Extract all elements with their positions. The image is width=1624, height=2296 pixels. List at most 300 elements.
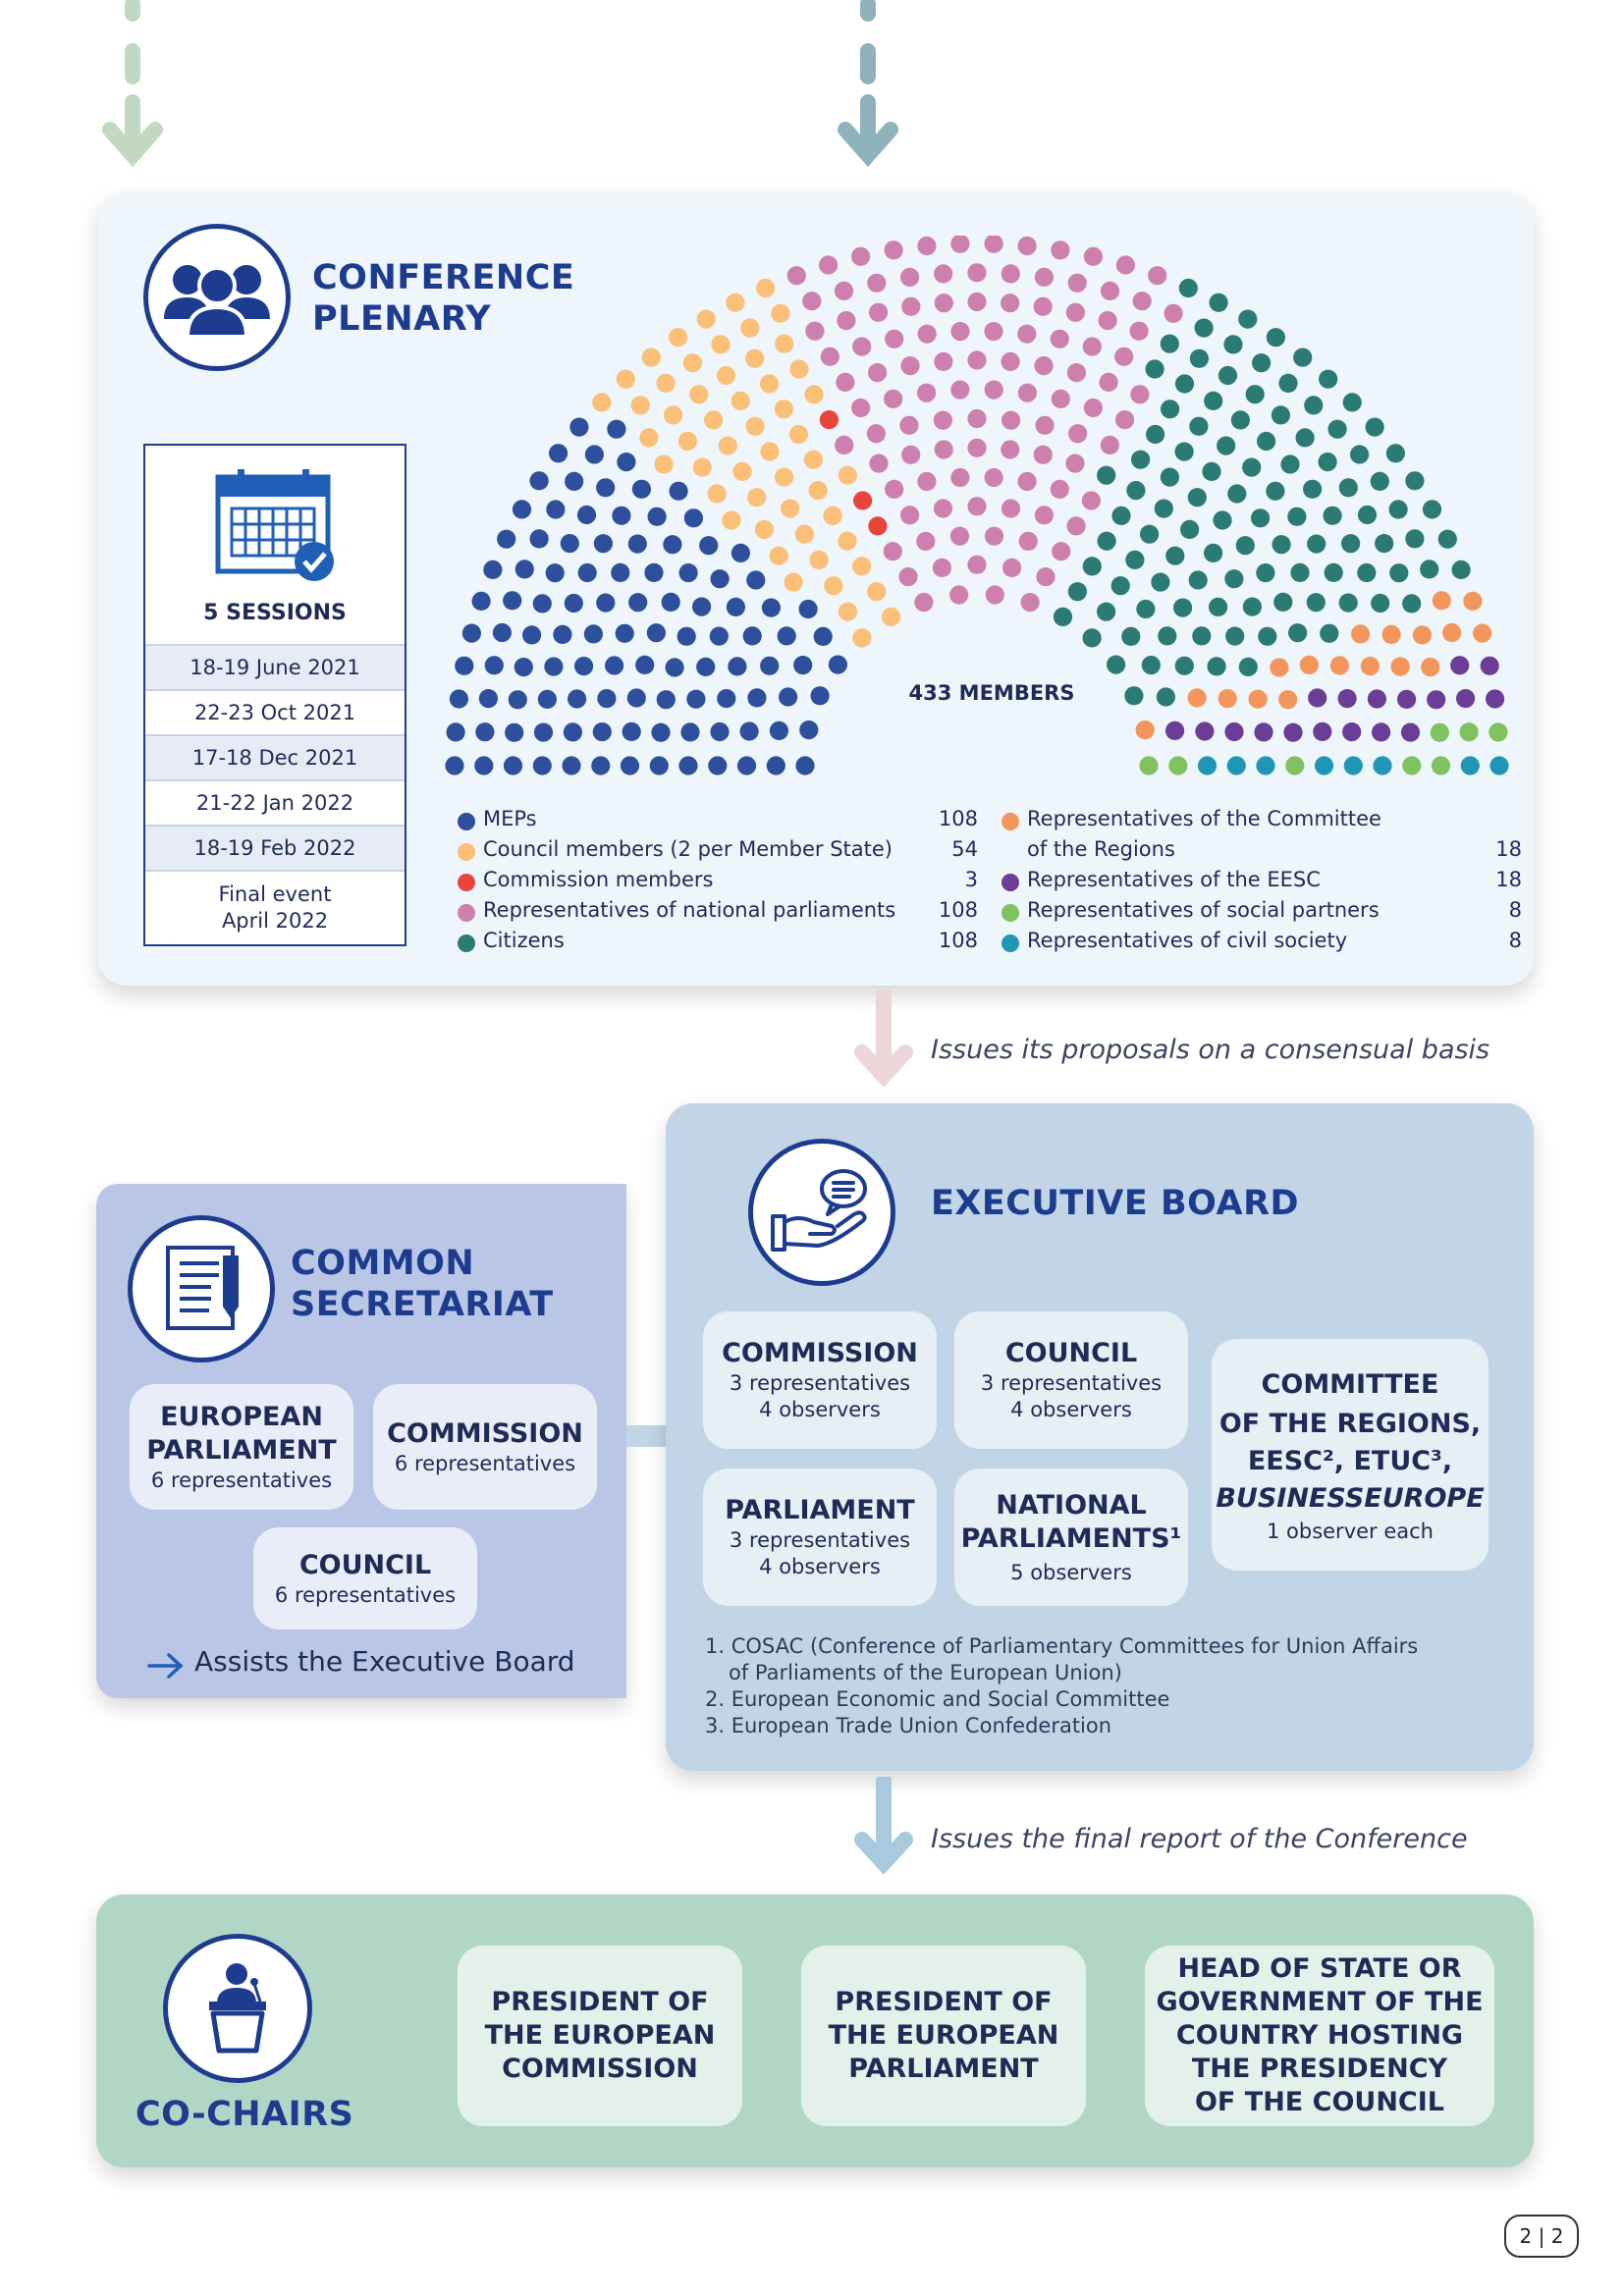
seat-council-members-2-per-member-state	[719, 437, 737, 455]
seat-citizens	[1324, 507, 1342, 525]
seat-council-members-2-per-member-state	[631, 396, 650, 414]
seat-citizens	[1272, 535, 1291, 554]
seat-citizens	[1256, 563, 1274, 582]
seat-citizens	[1319, 370, 1337, 389]
seat-meps	[778, 626, 796, 645]
seat-representatives-of-national-parliaments	[967, 350, 986, 369]
seat-meps	[497, 530, 515, 549]
seat-citizens	[1307, 593, 1326, 612]
seat-representatives-of-social-partners	[1168, 756, 1187, 774]
seat-citizens	[1257, 432, 1275, 451]
seat-citizens	[1386, 444, 1405, 462]
seat-representatives-of-national-parliaments	[1067, 516, 1086, 535]
legend-label: of the Regions	[1027, 837, 1175, 861]
seat-representatives-of-national-parliaments	[1114, 347, 1133, 366]
seat-representatives-of-the-eesc	[1456, 689, 1475, 708]
seat-representatives-of-national-parliaments	[1164, 304, 1183, 323]
card-title: EESC², ETUC³,	[1247, 1445, 1453, 1476]
seat-council-members-2-per-member-state	[760, 443, 779, 461]
seat-meps	[503, 591, 521, 610]
seat-council-members-2-per-member-state	[771, 304, 789, 323]
seat-meps	[699, 536, 718, 555]
seat-representatives-of-national-parliaments	[852, 338, 871, 356]
seat-citizens	[1357, 563, 1376, 582]
legend-label: Representatives of the Committee	[1027, 807, 1381, 830]
seat-citizens	[1343, 393, 1362, 411]
seat-council-members-2-per-member-state	[838, 532, 856, 551]
seat-representatives-of-the-committee-of-the-regions	[1270, 658, 1288, 676]
seat-representatives-of-the-committee-of-the-regions	[1278, 690, 1297, 709]
card-title: THE EUROPEAN	[484, 2020, 716, 2051]
board-card-council	[954, 1311, 1188, 1449]
seat-representatives-of-national-parliaments	[1051, 480, 1069, 499]
seat-citizens	[1125, 551, 1144, 569]
seat-representatives-of-national-parliaments	[802, 292, 821, 310]
seat-representatives-of-the-committee-of-the-regions	[1351, 624, 1370, 643]
seat-representatives-of-national-parliaments	[967, 293, 986, 311]
seat-citizens	[1161, 335, 1179, 353]
seat-representatives-of-national-parliaments	[1002, 559, 1021, 577]
seat-meps	[731, 544, 750, 562]
seat-meps	[666, 658, 684, 676]
seat-meps	[522, 625, 541, 644]
seat-meps	[562, 756, 580, 774]
seat-citizens	[1375, 534, 1393, 553]
seat-meps	[596, 594, 615, 613]
legend-value: 54	[951, 837, 978, 861]
seat-representatives-of-national-parliaments	[1021, 593, 1040, 612]
seat-citizens	[1339, 594, 1358, 613]
seat-meps	[553, 625, 571, 644]
seat-representatives-of-national-parliaments	[884, 390, 902, 408]
seat-representatives-of-the-eesc	[1368, 689, 1386, 708]
seat-meps	[662, 593, 680, 612]
seat-representatives-of-national-parliaments	[1034, 297, 1053, 316]
seat-representatives-of-national-parliaments	[885, 240, 903, 259]
seat-representatives-of-national-parliaments	[901, 446, 920, 464]
seat-representatives-of-the-committee-of-the-regions	[1249, 690, 1268, 709]
seat-representatives-of-national-parliaments	[1052, 542, 1070, 561]
seat-council-members-2-per-member-state	[617, 370, 635, 389]
seat-meps	[710, 627, 729, 646]
seat-council-members-2-per-member-state	[708, 484, 727, 503]
seat-citizens	[1325, 563, 1343, 582]
session-date: 21-22 Jan 2022	[145, 779, 405, 825]
legend-dot	[458, 934, 475, 952]
secretariat-card-commission	[373, 1384, 597, 1510]
seat-meps	[591, 756, 610, 774]
seat-meps	[483, 561, 502, 579]
seat-citizens	[1161, 400, 1179, 418]
seat-citizens	[1179, 279, 1198, 297]
seat-representatives-of-the-committee-of-the-regions	[1442, 623, 1461, 642]
seat-council-members-2-per-member-state	[810, 551, 829, 569]
top-arrows	[0, 0, 1624, 177]
seat-representatives-of-national-parliaments	[934, 352, 952, 371]
card-subtitle: 4 observers	[759, 1555, 881, 1578]
seat-representatives-of-the-eesc	[1313, 722, 1331, 741]
seat-council-members-2-per-member-state	[852, 628, 871, 647]
secretariat-card-council	[253, 1527, 477, 1629]
arrow-right-icon	[145, 1651, 187, 1681]
seat-representatives-of-national-parliaments	[900, 268, 919, 287]
card-title: OF THE REGIONS,	[1218, 1408, 1482, 1439]
seat-representatives-of-national-parliaments	[1065, 454, 1084, 473]
seat-representatives-of-national-parliaments	[899, 416, 918, 435]
seat-citizens	[1243, 598, 1262, 616]
seat-representatives-of-the-committee-of-the-regions	[1473, 624, 1491, 643]
card-title: THE PRESIDENCY	[1191, 2054, 1448, 2084]
seat-meps	[657, 690, 676, 709]
seat-representatives-of-social-partners	[1285, 756, 1304, 774]
final-event-line2: April 2022	[221, 909, 329, 933]
card-subtitle: 3 representatives	[980, 1371, 1163, 1395]
seat-meps	[546, 563, 565, 582]
seat-representatives-of-the-committee-of-the-regions	[1421, 658, 1439, 676]
seat-representatives-of-national-parliaments	[986, 585, 1004, 604]
seat-citizens	[1142, 656, 1161, 674]
legend-label: Representatives of the EESC	[1027, 868, 1321, 891]
seat-citizens	[1083, 557, 1102, 575]
seat-citizens	[1405, 529, 1424, 548]
seat-council-members-2-per-member-state	[809, 481, 828, 500]
seat-representatives-of-the-eesc	[1486, 689, 1504, 708]
card-subtitle: 1 observer each	[1266, 1519, 1434, 1543]
seat-citizens	[1165, 547, 1184, 565]
seat-representatives-of-national-parliaments	[1018, 237, 1037, 255]
seat-representatives-of-national-parliaments	[918, 325, 937, 344]
seat-representatives-of-the-eesc	[1342, 722, 1361, 741]
seat-meps	[663, 535, 681, 554]
seat-representatives-of-national-parliaments	[914, 593, 933, 612]
seat-citizens	[1251, 508, 1270, 527]
seat-meps	[795, 756, 814, 774]
seat-representatives-of-national-parliaments	[1116, 255, 1135, 274]
seat-representatives-of-the-committee-of-the-regions	[1391, 658, 1410, 676]
seat-representatives-of-national-parliaments	[898, 567, 917, 586]
seat-meps	[584, 624, 603, 643]
seat-representatives-of-national-parliaments	[1052, 390, 1070, 408]
seat-commission-members	[868, 516, 887, 535]
seat-citizens	[1208, 657, 1226, 675]
board-card-committee-regions	[1212, 1339, 1489, 1571]
seat-citizens	[1161, 468, 1179, 487]
seat-meps	[568, 689, 586, 708]
seat-meps	[684, 508, 703, 527]
seat-citizens	[1217, 437, 1235, 455]
seat-meps	[632, 480, 651, 499]
executive-board-title: EXECUTIVE BOARD	[931, 1184, 1300, 1223]
seat-citizens	[1438, 530, 1457, 549]
seat-council-members-2-per-member-state	[747, 488, 766, 507]
seat-representatives-of-national-parliaments	[835, 436, 853, 454]
card-subtitle: 3 representatives	[729, 1371, 911, 1395]
seat-meps	[740, 721, 759, 740]
seat-representatives-of-national-parliaments	[1051, 330, 1069, 348]
legend-value: 108	[938, 929, 978, 952]
card-title: PARLIAMENT	[146, 1434, 337, 1466]
legend-value: 18	[1495, 837, 1522, 861]
seat-representatives-of-the-eesc	[1338, 689, 1357, 708]
seat-representatives-of-the-committee-of-the-regions	[1300, 656, 1319, 674]
seat-representatives-of-national-parliaments	[837, 311, 855, 330]
seat-meps	[770, 721, 788, 740]
seat-representatives-of-the-committee-of-the-regions	[1218, 689, 1237, 708]
legend-value: 8	[1508, 898, 1522, 922]
legend-value: 108	[938, 898, 978, 922]
footnote: of Parliaments of the European Union)	[729, 1661, 1122, 1684]
seat-citizens	[1189, 570, 1208, 589]
seat-representatives-of-national-parliaments	[1001, 352, 1020, 371]
seat-citizens	[1307, 535, 1326, 554]
seat-citizens	[1140, 525, 1159, 544]
sessions-label: 5 SESSIONS	[203, 601, 347, 625]
seat-meps	[611, 563, 629, 582]
seat-representatives-of-national-parliaments	[869, 454, 888, 473]
seat-meps	[680, 722, 699, 741]
seat-citizens	[1328, 420, 1347, 439]
seat-representatives-of-the-committee-of-the-regions	[1330, 656, 1349, 674]
seat-citizens	[1319, 453, 1337, 471]
seat-council-members-2-per-member-state	[789, 359, 808, 378]
seat-representatives-of-national-parliaments	[867, 424, 886, 443]
seat-council-members-2-per-member-state	[683, 353, 702, 372]
seat-meps	[569, 418, 588, 437]
seat-citizens	[1190, 349, 1209, 368]
card-title: COMMITTEE	[1261, 1368, 1439, 1400]
seat-meps	[686, 690, 705, 709]
seat-citizens	[1097, 603, 1115, 621]
seat-council-members-2-per-member-state	[654, 454, 673, 473]
seat-citizens	[1231, 410, 1250, 429]
seat-meps	[533, 756, 552, 774]
seat-representatives-of-national-parliaments	[1115, 410, 1134, 429]
seat-meps	[728, 657, 746, 675]
seat-citizens	[1405, 471, 1424, 490]
seat-meps	[472, 592, 491, 611]
seat-representatives-of-national-parliaments	[805, 322, 824, 341]
seat-representatives-of-national-parliaments	[835, 282, 853, 300]
seat-representatives-of-national-parliaments	[900, 506, 919, 524]
seat-representatives-of-national-parliaments	[1066, 303, 1085, 322]
seat-citizens	[1175, 657, 1194, 675]
seat-representatives-of-national-parliaments	[985, 236, 1003, 253]
legend-dot	[1001, 813, 1019, 830]
card-title: COMMISSION	[387, 1417, 583, 1449]
seat-representatives-of-national-parliaments	[851, 399, 870, 417]
seat-citizens	[1195, 319, 1214, 338]
seat-meps	[549, 444, 568, 462]
seat-representatives-of-the-eesc	[1224, 722, 1243, 741]
seat-council-members-2-per-member-state	[781, 500, 799, 518]
seat-representatives-of-the-eesc	[1283, 723, 1302, 742]
seat-meps	[799, 721, 818, 739]
seat-citizens	[1189, 417, 1208, 436]
seat-citizens	[1175, 374, 1194, 393]
seat-representatives-of-national-parliaments	[1130, 322, 1149, 341]
seat-council-members-2-per-member-state	[839, 466, 857, 485]
seat-representatives-of-the-committee-of-the-regions	[1463, 592, 1482, 611]
final-report-note: Issues the final report of the Conference	[931, 1824, 1468, 1854]
seat-council-members-2-per-member-state	[731, 392, 750, 410]
seat-council-members-2-per-member-state	[704, 410, 723, 429]
center-dashed-arrow	[845, 4, 891, 155]
seat-representatives-of-the-eesc	[1397, 690, 1416, 709]
seat-council-members-2-per-member-state	[775, 400, 793, 418]
seat-meps	[593, 722, 612, 741]
seat-citizens	[1224, 569, 1243, 588]
seat-commission-members	[853, 491, 872, 509]
seat-citizens	[1223, 335, 1242, 353]
seat-meps	[578, 563, 597, 582]
card-title: THE EUROPEAN	[828, 2020, 1059, 2051]
legend-dot	[1001, 874, 1019, 891]
seat-representatives-of-national-parliaments	[917, 237, 936, 255]
legend-dot	[458, 813, 475, 830]
card-subtitle: 3 representatives	[729, 1528, 911, 1552]
seat-representatives-of-national-parliaments	[917, 472, 936, 491]
seat-meps	[544, 658, 563, 676]
seat-representatives-of-national-parliaments	[1148, 266, 1166, 285]
seat-meps	[577, 506, 596, 524]
seat-representatives-of-civil-society	[1344, 756, 1363, 774]
seat-meps	[475, 722, 494, 741]
seat-citizens	[1098, 532, 1116, 551]
legend-label: Council members (2 per Member State)	[483, 837, 893, 861]
seat-representatives-of-national-parliaments	[1001, 294, 1019, 312]
seat-representatives-of-national-parliaments	[1068, 424, 1087, 443]
seat-meps	[445, 756, 463, 774]
seat-meps	[635, 656, 654, 674]
members-total-label: 433 MEMBERS	[908, 681, 1075, 705]
seat-citizens	[1267, 328, 1285, 347]
seat-citizens	[1131, 451, 1150, 469]
hand-speech-bubble-icon	[748, 1139, 895, 1286]
seat-council-members-2-per-member-state	[756, 279, 775, 297]
card-title: COMMISSION	[502, 2054, 698, 2084]
seat-citizens	[1111, 576, 1130, 595]
seat-citizens	[1288, 623, 1307, 642]
seat-representatives-of-national-parliaments	[851, 247, 870, 266]
seat-representatives-of-national-parliaments	[950, 468, 969, 487]
seat-citizens	[1278, 374, 1297, 393]
seat-council-members-2-per-member-state	[775, 335, 793, 353]
card-title: COUNCIL	[1004, 1338, 1138, 1368]
seat-citizens	[1173, 599, 1192, 617]
card-title: COUNCIL	[298, 1549, 432, 1580]
seat-meps	[530, 471, 549, 490]
seat-citizens	[1111, 507, 1130, 525]
seat-meps	[762, 599, 781, 617]
seat-council-members-2-per-member-state	[852, 557, 871, 575]
seat-council-members-2-per-member-state	[678, 432, 697, 451]
seat-citizens	[1350, 445, 1369, 463]
legend-value: 108	[938, 807, 978, 830]
seat-citizens	[1371, 472, 1389, 491]
seat-representatives-of-the-eesc	[1427, 690, 1445, 709]
seat-citizens	[1358, 506, 1377, 524]
seat-citizens	[1227, 484, 1246, 503]
seat-representatives-of-national-parliaments	[1084, 399, 1103, 417]
seat-representatives-of-national-parliaments	[934, 499, 952, 517]
seat-representatives-of-social-partners	[1432, 756, 1450, 774]
legend-label: Representatives of national parliaments	[483, 898, 896, 922]
seat-representatives-of-national-parliaments	[967, 263, 986, 282]
seat-representatives-of-national-parliaments	[869, 303, 888, 322]
seat-meps	[447, 722, 465, 741]
seat-representatives-of-national-parliaments	[1068, 274, 1087, 293]
legend-label: Representatives of social partners	[1027, 898, 1380, 922]
seat-citizens	[1239, 658, 1258, 676]
seat-citizens	[1126, 481, 1145, 500]
secretariat-title	[291, 1243, 554, 1325]
seat-citizens	[1146, 425, 1164, 444]
seat-citizens	[1252, 353, 1271, 372]
seat-meps	[799, 600, 818, 618]
seat-council-members-2-per-member-state	[795, 525, 814, 544]
seat-representatives-of-the-eesc	[1308, 688, 1326, 707]
seat-council-members-2-per-member-state	[804, 451, 823, 469]
seat-representatives-of-national-parliaments	[950, 381, 969, 400]
seat-citizens	[1246, 385, 1265, 403]
seat-representatives-of-the-eesc	[1450, 656, 1469, 674]
footnote: 1. COSAC (Conference of Parliamentary Committees for Union Affairs	[705, 1634, 1419, 1658]
seat-council-members-2-per-member-state	[717, 366, 735, 385]
cochair-card-parliament	[801, 1946, 1086, 2126]
seat-citizens	[1136, 600, 1155, 618]
seat-citizens	[1204, 392, 1222, 410]
seat-representatives-of-national-parliaments	[934, 411, 952, 430]
seat-citizens	[1213, 510, 1231, 529]
card-title: COUNTRY HOSTING	[1175, 2020, 1464, 2051]
seat-meps	[493, 623, 512, 642]
seat-representatives-of-the-eesc	[1165, 721, 1184, 740]
card-title: GOVERNMENT OF THE	[1156, 1987, 1484, 2017]
seat-citizens	[1238, 310, 1257, 329]
seat-representatives-of-national-parliaments	[950, 527, 969, 546]
seat-council-members-2-per-member-state	[697, 310, 716, 329]
seat-meps	[479, 689, 498, 708]
seat-representatives-of-the-eesc	[1195, 721, 1214, 740]
board-card-commission	[703, 1311, 937, 1449]
legend-value: 8	[1508, 929, 1522, 952]
card-subtitle: 4 observers	[1010, 1398, 1132, 1421]
card-title: PARLIAMENTS¹	[960, 1522, 1182, 1554]
seat-citizens	[1303, 480, 1322, 499]
podium-speaker-icon	[163, 1934, 312, 2083]
seat-meps	[621, 756, 639, 774]
seat-meps	[509, 690, 527, 709]
seat-council-members-2-per-member-state	[760, 374, 779, 393]
seat-meps	[617, 453, 635, 471]
seat-meps	[814, 627, 833, 646]
seat-citizens	[1280, 454, 1299, 473]
seat-representatives-of-civil-society	[1256, 756, 1274, 774]
seat-citizens	[1210, 294, 1228, 312]
secretariat-title-line2: SECRETARIAT	[291, 1285, 554, 1324]
seat-representatives-of-civil-society	[1373, 756, 1391, 774]
cochair-card-commission	[458, 1946, 742, 2126]
seat-meps	[594, 534, 613, 553]
seat-meps	[504, 756, 522, 774]
seat-representatives-of-the-committee-of-the-regions	[1188, 688, 1207, 707]
seat-council-members-2-per-member-state	[722, 510, 740, 529]
seat-representatives-of-national-parliaments	[1035, 506, 1054, 524]
seat-citizens	[1423, 500, 1441, 518]
page-number: 2 | 2	[1504, 2215, 1579, 2258]
seat-meps	[505, 723, 523, 742]
seat-council-members-2-per-member-state	[805, 385, 824, 403]
